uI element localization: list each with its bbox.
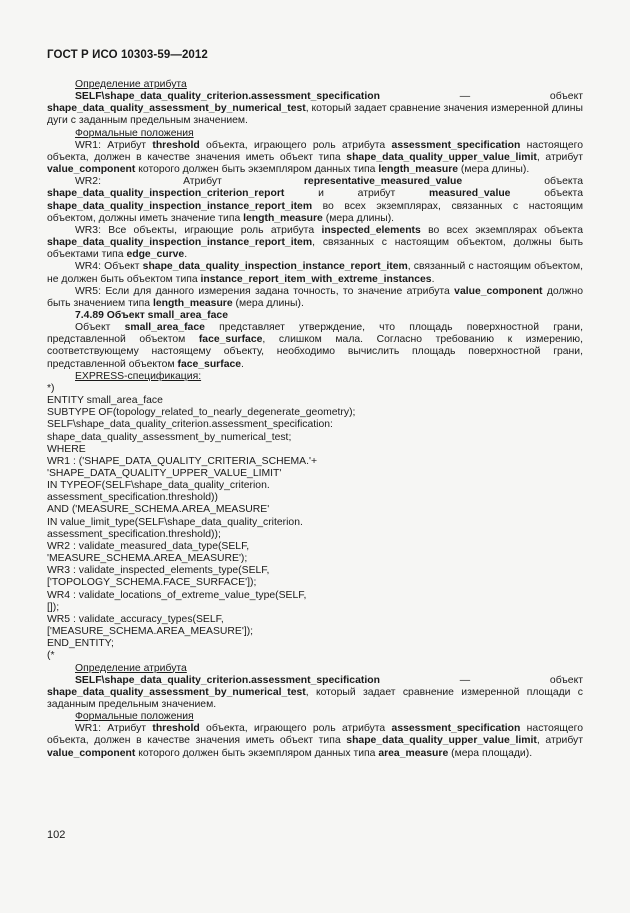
code-line: AND ('MEASURE_SCHEMA.AREA_MEASURE' <box>47 504 270 516</box>
text-run: представляет утверждение, что площадь поверхностной грани, представленной объектом <box>47 322 583 346</box>
code-line: IN value_limit_type(SELF\shape_data_quality_criterion. <box>47 516 303 528</box>
bold-term: face_surface <box>177 358 242 370</box>
text-run: настоящего объекта, должен в качестве значения иметь объект типа <box>47 723 583 747</box>
text-run: (мера площади). <box>448 747 533 759</box>
bold-term: shape_data_quality_inspection_instance_report_item <box>47 200 313 212</box>
attribute-definition <box>47 675 583 711</box>
text-run: WR2: Атрибут <box>75 176 304 188</box>
bold-term: area_measure <box>378 747 449 759</box>
text-run: настоящего объекта, должен в качестве значения иметь объект типа <box>47 139 583 163</box>
text-run: которого должен быть экземпляром данных типа <box>135 747 379 759</box>
bold-term: length_measure <box>152 297 233 309</box>
text-run: , атрибут <box>536 151 583 163</box>
section-heading: 7.4.89 Объект small_area_face <box>75 309 228 321</box>
formal-propositions-heading: Формальные положения <box>75 127 194 139</box>
text-run: объекта, играющего роль атрибута <box>199 723 392 735</box>
where-rule-wr4 <box>47 261 583 285</box>
code-line: []); <box>47 601 60 613</box>
document-body <box>47 79 583 760</box>
text-run: (мера длины). <box>458 164 530 176</box>
bold-term: assessment_specification <box>391 139 521 151</box>
bold-term: length_measure <box>378 164 459 176</box>
bold-term: value_component <box>47 164 136 176</box>
text-run: объекта, играющего роль атрибута <box>199 139 392 151</box>
text-run: во всех экземплярах, связанных с настоящим объектом, должны иметь значение типа <box>47 200 583 224</box>
code-line: WR4 : validate_locations_of_extreme_value_type(SELF, <box>47 589 307 601</box>
text-run: WR3: Все объекты, играющие роль атрибута <box>75 224 322 236</box>
attribute-definition-heading: Определение атрибута <box>75 662 187 674</box>
code-line: assessment_specification.threshold)) <box>47 492 218 504</box>
where-rule-wr5 <box>47 286 583 310</box>
bold-term: shape_data_quality_assessment_by_numerical_test <box>47 686 306 698</box>
text-run: WR4: Объект <box>75 261 143 273</box>
page-number: 102 <box>47 829 66 841</box>
bold-term: representative_measured_value <box>303 176 463 188</box>
bold-term: measured_value <box>429 188 511 200</box>
text-run: которого должен быть экземпляром данных типа <box>135 164 379 176</box>
text-run: (мера длины). <box>322 212 395 224</box>
text-run: . <box>241 358 244 370</box>
where-rule-wr1 <box>47 723 583 759</box>
text-run: , который задает сравнение измеренной площади с заданным предельным значением. <box>47 686 583 710</box>
bold-term: shape_data_quality_inspection_instance_report_item <box>47 237 313 249</box>
code-line: WR2 : validate_measured_data_type(SELF, <box>47 540 250 552</box>
text-run: , который задает сравнение значения измеренной длины дуги с заданным предельным значением. <box>47 103 583 127</box>
bold-term: edge_curve <box>126 249 185 261</box>
text-run: — объект <box>379 91 583 103</box>
text-run: , атрибут <box>536 735 583 747</box>
bold-term: SELF\shape_data_quality_criterion.assessment_specification <box>75 674 380 686</box>
text-run: , слишком мала. Согласно требованию к измерению, соответствующему настоящему объекту, необходимо вычислить площадь поверхностной грани, представленной объектом <box>47 334 583 370</box>
code-line: 'MEASURE_SCHEMA.AREA_MEASURE'); <box>47 553 248 565</box>
code-line: shape_data_quality_assessment_by_numerical_test; <box>47 431 292 443</box>
code-line: SUBTYPE OF(topology_related_to_nearly_degenerate_geometry); <box>47 407 356 419</box>
code-line: END_ENTITY; <box>47 638 114 650</box>
code-line: WR5 : validate_accuracy_types(SELF, <box>47 613 224 625</box>
code-line: WR3 : validate_inspected_elements_type(SELF, <box>47 565 270 577</box>
text-run: . <box>431 273 435 285</box>
code-line: assessment_specification.threshold)); <box>47 528 221 540</box>
text-run: объекта <box>510 188 583 200</box>
bold-term: threshold <box>152 723 200 735</box>
text-run: должно быть значением типа <box>47 285 584 309</box>
where-rule-wr1 <box>47 140 583 176</box>
code-line: WR1 : ('SHAPE_DATA_QUALITY_CRITERIA_SCHEMA.'+ <box>47 455 318 467</box>
document-header: ГОСТ Р ИСО 10303-59—2012 <box>47 49 208 61</box>
text-run: , связанных с настоящим объектом, должны быть объектами типа <box>47 237 583 261</box>
code-line: 'SHAPE_DATA_QUALITY_UPPER_VALUE_LIMIT' <box>47 468 282 479</box>
bold-term: shape_data_quality_inspection_criterion_report <box>47 188 285 200</box>
text-run: и атрибут <box>284 188 430 200</box>
bold-term: length_measure <box>243 212 323 224</box>
bold-term: inspected_elements <box>321 224 421 236</box>
code-line: ENTITY small_area_face <box>47 395 163 407</box>
bold-term: SELF\shape_data_quality_criterion.assessment_specification <box>75 91 380 103</box>
text-run: Объект <box>75 322 125 334</box>
text-run: — объект <box>379 674 583 686</box>
express-code-block <box>47 383 583 663</box>
text-run: , связанный с настоящим объектом, не должен быть объектом типа <box>47 261 583 285</box>
where-rule-wr2 <box>47 176 583 225</box>
bold-term: value_component <box>454 285 543 297</box>
text-run: WR1: Атрибут <box>75 723 153 735</box>
bold-term: threshold <box>152 139 200 151</box>
bold-term: instance_report_item_with_extreme_instances <box>200 273 432 285</box>
bold-term: assessment_specification <box>391 723 521 735</box>
code-line: WHERE <box>47 443 86 455</box>
text-run: . <box>184 249 188 261</box>
bold-term: shape_data_quality_assessment_by_numerical_test <box>47 103 306 115</box>
entity-description <box>47 322 583 371</box>
text-run: WR5: Если для данного измерения задана точность, то значение атрибута <box>75 285 455 297</box>
text-run: WR1: Атрибут <box>75 139 153 151</box>
code-line: ['TOPOLOGY_SCHEMA.FACE_SURFACE']); <box>47 577 257 589</box>
attribute-definition-heading: Определение атрибута <box>75 79 187 90</box>
text-run: (мера длины). <box>232 297 304 309</box>
bold-term: value_component <box>47 747 136 759</box>
bold-term: face_surface <box>198 334 263 346</box>
express-spec-heading: EXPRESS-спецификация: <box>75 370 202 382</box>
bold-term: small_area_face <box>124 322 205 334</box>
code-line: IN TYPEOF(SELF\shape_data_quality_criterion. <box>47 480 270 492</box>
code-line: ['MEASURE_SCHEMA.AREA_MEASURE']); <box>47 626 254 638</box>
formal-propositions-heading: Формальные положения <box>75 711 194 723</box>
attribute-definition <box>47 91 583 127</box>
code-line: SELF\shape_data_quality_criterion.assessment_specification: <box>47 419 333 431</box>
text-run: во всех экземплярах объекта <box>420 224 584 236</box>
bold-term: shape_data_quality_upper_value_limit <box>346 735 537 747</box>
where-rule-wr3 <box>47 225 583 261</box>
text-run: объекта <box>462 176 583 188</box>
bold-term: shape_data_quality_upper_value_limit <box>346 151 537 163</box>
code-line: (* <box>47 650 55 662</box>
code-line: *) <box>47 382 55 394</box>
bold-term: shape_data_quality_inspection_instance_report_item <box>142 261 408 273</box>
